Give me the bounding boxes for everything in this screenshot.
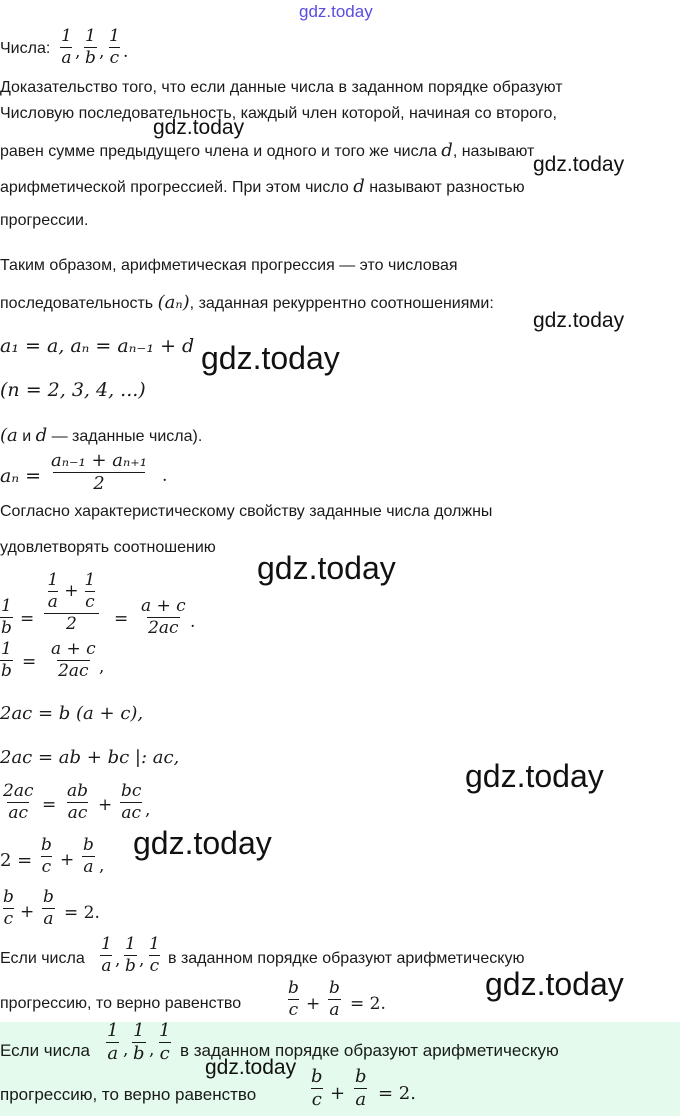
step4: 2ac = ab + bc |: ac, [0, 747, 180, 768]
comma: , [149, 1040, 155, 1060]
answer-equals: = 2. [378, 1083, 416, 1104]
recurrence-formula: a₁ = a, aₙ = aₙ₋₁ + d [0, 335, 195, 357]
frac-1-c: 1 c [109, 26, 120, 68]
p2-line1: Доказательство того, что если данные числа в заданном порядке образуют [0, 79, 563, 96]
answer-frac-a: 1 a [107, 1020, 119, 1064]
watermark: gdz.today [485, 966, 624, 1002]
equals: = [20, 609, 35, 629]
comma: , [123, 1040, 129, 1060]
watermark: gdz.today [133, 825, 272, 861]
plus: + [20, 902, 35, 922]
step1-lhs: 1 b [1, 596, 12, 638]
period: . [123, 42, 129, 62]
p3-line1: Таким образом, арифметическая прогрессия — это числовая [0, 257, 458, 274]
plus: + [60, 850, 75, 870]
comma: , [145, 800, 151, 820]
conclusion-frac-bc: b c [288, 978, 299, 1020]
p3-line2-end: , заданная рекуррентно соотношениями: [189, 295, 494, 312]
step7-term2: b a [43, 887, 54, 929]
watermark: gdz.today [201, 340, 340, 376]
frac-1-b: 1 b [85, 26, 96, 68]
p2-line4-end: называют разностью [369, 179, 525, 196]
step6-term1: b c [41, 835, 52, 877]
period: . [190, 612, 196, 632]
given-and: и [22, 428, 32, 445]
answer-frac-bc: b c [311, 1066, 323, 1110]
p2-line3-text: равен сумме предыдущего члена и одного и того же числа [0, 143, 437, 160]
top-watermark: gdz.today [299, 2, 373, 21]
step5-term1: ab ac [67, 781, 89, 823]
answer-frac-c: 1 c [159, 1020, 171, 1064]
step3: 2ac = b (a + c), [0, 703, 144, 724]
p2-line4 [0, 176, 525, 197]
equals: = [114, 609, 129, 629]
var-a: (a [0, 425, 18, 446]
char-lhs: aₙ = [0, 465, 41, 487]
conclusion-frac-ba: b a [329, 978, 340, 1020]
answer-frac-b: 1 b [133, 1020, 145, 1064]
watermark: gdz.today [533, 153, 625, 176]
conclusion-frac-a: 1 a [101, 934, 112, 976]
var-d: d [441, 140, 453, 161]
p2-line5: прогрессии. [0, 212, 89, 229]
p4-line2: удовлетворять соотношению [0, 539, 216, 556]
answer-frac-ba: b a [355, 1066, 367, 1110]
p3-line2-text: последовательность [0, 295, 154, 312]
char-denominator: 2 [53, 472, 144, 493]
answer-line1-mid: в заданном порядке образуют арифметическую [180, 1041, 559, 1060]
index-range: (n = 2, 3, 4, ...) [0, 379, 146, 401]
step6-lhs: 2 = [0, 850, 33, 871]
step2-rhs: a + c 2ac [51, 639, 96, 681]
numbers-label: Числа: [0, 40, 51, 57]
p3-line2 [0, 292, 494, 313]
watermark: gdz.today [205, 1056, 297, 1079]
step1-result: a + c 2ac [141, 596, 186, 638]
conclusion-equals: = 2. [350, 994, 386, 1014]
var-d: d [353, 176, 365, 197]
step2-lhs: 1 b [1, 639, 12, 681]
plus: + [306, 994, 321, 1014]
equals: = [22, 652, 37, 672]
answer-line1-pre: Если числа [0, 1041, 91, 1060]
period: . [162, 466, 168, 486]
watermark: gdz.today [153, 116, 245, 139]
comma: , [99, 856, 105, 876]
conclusion-line2: прогрессию, то верно равенство [0, 995, 242, 1012]
p2-line3-end: , называют [452, 143, 535, 160]
plus: + [98, 795, 113, 815]
step5-lhs: 2ac ac [3, 781, 34, 823]
given-rest: — заданные числа). [51, 428, 203, 445]
step7-term1: b c [3, 887, 14, 929]
p2-line3 [0, 140, 534, 161]
equals: = [42, 795, 57, 815]
p2-line2: Числовую последовательность, каждый член которой, начиная со второго, [0, 105, 557, 122]
plus: + [330, 1083, 346, 1104]
step5-term2: bc ac [121, 781, 142, 823]
comma: , [99, 657, 105, 677]
answer-line2: прогрессию, то верно равенство [0, 1085, 257, 1104]
watermark: gdz.today [533, 309, 625, 332]
given-numbers [0, 425, 202, 446]
char-fraction [50, 452, 148, 493]
char-numerator: aₙ₋₁ + aₙ₊₁ [51, 450, 148, 471]
conclusion-line1-mid: в заданном порядке образуют арифметическую [168, 950, 525, 967]
conclusion-line1-pre: Если числа [0, 950, 85, 967]
step1-complex-fraction: 1 a + $\frac{1}{c}$ 2 [44, 572, 99, 633]
comma: , [115, 950, 121, 970]
watermark: gdz.today [257, 550, 396, 586]
comma: , [75, 42, 81, 62]
watermark: gdz.today [465, 758, 604, 794]
comma: , [99, 42, 105, 62]
step6-term2: b a [83, 835, 94, 877]
equals-two: = 2. [64, 903, 100, 923]
conclusion-frac-c: 1 c [149, 934, 160, 976]
frac-1-a: 1 a [61, 26, 72, 68]
p4-line1: Согласно характеристическому свойству заданные числа должны [0, 503, 493, 520]
var-d: d [35, 425, 48, 446]
comma: , [139, 950, 145, 970]
p2-line4-text: арифметической прогрессией. При этом число [0, 179, 349, 196]
conclusion-frac-b: 1 b [125, 934, 136, 976]
var-an: (aₙ) [157, 292, 190, 313]
